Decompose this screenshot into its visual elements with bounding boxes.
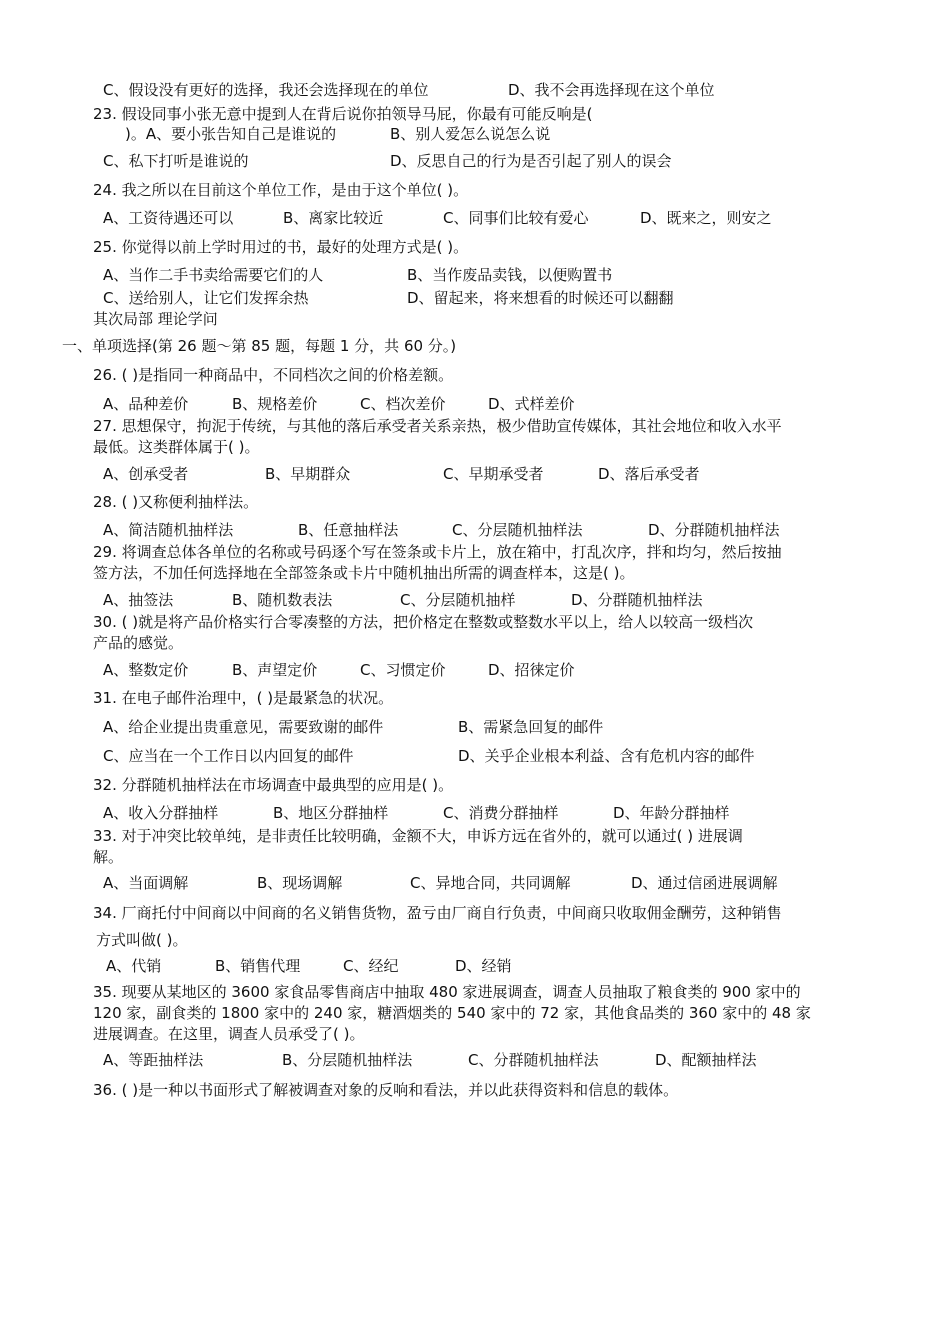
q27-stem-line2: 最低。这类群体属于( )。 (93, 438, 260, 456)
q30-option-d: D、招徕定价 (488, 661, 575, 679)
q28-option-d: D、分群随机抽样法 (648, 521, 780, 539)
q33-stem-line2: 解。 (93, 848, 124, 866)
q23-option-b: B、别人爱怎么说怎么说 (390, 125, 551, 143)
q35-stem-line3: 进展调查。在这里，调查人员承受了( )。 (93, 1025, 365, 1043)
q23-option-c: C、私下打听是谁说的 (103, 152, 249, 170)
q29-option-c: C、分层随机抽样 (400, 591, 516, 609)
q30-stem-line1: 30. ( )就是将产品价格实行合零凑整的方法，把价格定在整数或整数水平以上，给人以较高一级档次 (93, 613, 754, 631)
q26-option-a: A、品种差价 (103, 395, 189, 413)
q34-option-c: C、经纪 (343, 957, 399, 975)
q32-option-d: D、年龄分群抽样 (613, 804, 730, 822)
q32-stem: 32. 分群随机抽样法在市场调查中最典型的应用是( )。 (93, 776, 454, 794)
q22-option-d: D、我不会再选择现在这个单位 (508, 81, 715, 99)
q27-option-b: B、早期群众 (265, 465, 351, 483)
q26-option-c: C、档次差价 (360, 395, 446, 413)
q22-option-c: C、假设没有更好的选择，我还会选择现在的单位 (103, 81, 429, 99)
part-two-title: 其次局部 理论学问 (93, 310, 218, 328)
q28-option-b: B、任意抽样法 (298, 521, 399, 539)
q23-option-d: D、反思自己的行为是否引起了别人的误会 (390, 152, 672, 170)
q33-option-d: D、通过信函进展调解 (631, 874, 778, 892)
q27-option-c: C、早期承受者 (443, 465, 544, 483)
q34-option-d: D、经销 (455, 957, 512, 975)
q35-option-a: A、等距抽样法 (103, 1051, 204, 1069)
q26-option-b: B、规格差价 (232, 395, 318, 413)
q31-option-a: A、给企业提出贵重意见，需要致谢的邮件 (103, 718, 384, 736)
q31-option-b: B、需紧急回复的邮件 (458, 718, 604, 736)
q33-stem-line1: 33. 对于冲突比较单纯，是非责任比较明确，金额不大，申诉方远在省外的，就可以通过( ) 进展调 (93, 827, 743, 845)
q27-option-a: A、创承受者 (103, 465, 189, 483)
q24-option-b: B、离家比较近 (283, 209, 384, 227)
q30-option-c: C、习惯定价 (360, 661, 446, 679)
q25-option-c: C、送给别人，让它们发挥余热 (103, 289, 309, 307)
q26-option-d: D、式样差价 (488, 395, 575, 413)
q23-stem: 23. 假设同事小张无意中提到人在背后说你拍领导马屁，你最有可能反响是( (93, 105, 593, 123)
q35-stem-line2: 120 家，副食类的 1800 家中的 240 家，糖酒烟类的 540 家中的 72 家，其他食品类的 360 家中的 48 家 (93, 1004, 811, 1022)
q24-option-c: C、同事们比较有爱心 (443, 209, 589, 227)
q34-option-b: B、销售代理 (215, 957, 301, 975)
q29-stem-line1: 29. 将调查总体各单位的名称或号码逐个写在签条或卡片上，放在箱中，打乱次序，拌和均匀，然后按抽 (93, 543, 782, 561)
q35-option-d: D、配额抽样法 (655, 1051, 757, 1069)
q34-option-a: A、代销 (106, 957, 162, 975)
q30-option-b: B、声望定价 (232, 661, 318, 679)
q29-option-d: D、分群随机抽样法 (571, 591, 703, 609)
q29-stem-line2: 签方法，不加任何选择地在全部签条或卡片中随机抽出所需的调查样本，这是( )。 (93, 564, 635, 582)
q31-stem: 31. 在电子邮件治理中，( )是最紧急的状况。 (93, 689, 394, 707)
q35-option-c: C、分群随机抽样法 (468, 1051, 599, 1069)
q34-stem-line2: 方式叫做( )。 (96, 931, 188, 949)
q33-option-b: B、现场调解 (257, 874, 343, 892)
q32-option-b: B、地区分群抽样 (273, 804, 389, 822)
q30-stem-line2: 产品的感觉。 (93, 634, 184, 652)
q36-stem: 36. ( )是一种以书面形式了解被调查对象的反响和看法，并以此获得资料和信息的载体。 (93, 1081, 679, 1099)
q35-stem-line1: 35. 现要从某地区的 3600 家食品零售商店中抽取 480 家进展调查，调查人员抽取了粮食类的 900 家中的 (93, 983, 801, 1001)
q32-option-a: A、收入分群抽样 (103, 804, 219, 822)
q31-option-c: C、应当在一个工作日以内回复的邮件 (103, 747, 354, 765)
q27-stem-line1: 27. 思想保守，拘泥于传统，与其他的落后承受者关系亲热，极少借助宣传媒体，其社会地位和收入水平 (93, 417, 782, 435)
q23-option-a: )。A、要小张告知自己是谁说的 (125, 125, 337, 143)
q25-stem: 25. 你觉得以前上学时用过的书，最好的处理方式是( )。 (93, 238, 469, 256)
q33-option-c: C、异地合同，共同调解 (410, 874, 571, 892)
q28-option-a: A、简洁随机抽样法 (103, 521, 234, 539)
q28-stem: 28. ( )又称便利抽样法。 (93, 493, 259, 511)
q25-option-a: A、当作二手书卖给需要它们的人 (103, 266, 324, 284)
q26-stem: 26. ( )是指同一种商品中，不同档次之间的价格差额。 (93, 366, 454, 384)
section-one-title: 一、单项选择(第 26 题～第 85 题，每题 1 分，共 60 分。) (62, 337, 457, 355)
q33-option-a: A、当面调解 (103, 874, 189, 892)
q30-option-a: A、整数定价 (103, 661, 189, 679)
q24-option-a: A、工资待遇还可以 (103, 209, 234, 227)
q24-stem: 24. 我之所以在目前这个单位工作，是由于这个单位( )。 (93, 181, 469, 199)
q27-option-d: D、落后承受者 (598, 465, 700, 483)
q34-stem-line1: 34. 厂商托付中间商以中间商的名义销售货物，盈亏由厂商自行负责，中间商只收取佣金酬劳，这种销售 (93, 904, 782, 922)
q29-option-b: B、随机数表法 (232, 591, 333, 609)
q25-option-d: D、留起来，将来想看的时候还可以翻翻 (407, 289, 674, 307)
q28-option-c: C、分层随机抽样法 (452, 521, 583, 539)
q25-option-b: B、当作废品卖钱，以便购置书 (407, 266, 613, 284)
q35-option-b: B、分层随机抽样法 (282, 1051, 413, 1069)
q29-option-a: A、抽签法 (103, 591, 174, 609)
q24-option-d: D、既来之，则安之 (640, 209, 772, 227)
q31-option-d: D、关乎企业根本利益、含有危机内容的邮件 (458, 747, 755, 765)
q32-option-c: C、消费分群抽样 (443, 804, 559, 822)
